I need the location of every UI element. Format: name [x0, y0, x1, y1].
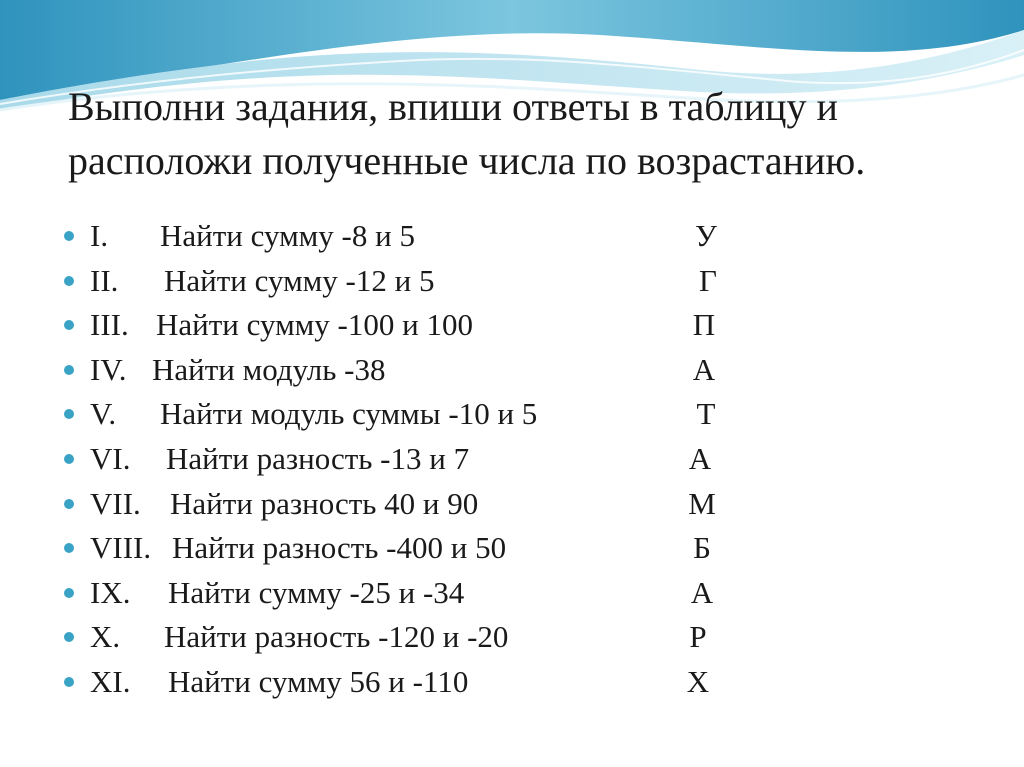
task-letter: М	[688, 485, 716, 521]
bullet-icon	[64, 276, 74, 286]
bullet-icon	[64, 677, 74, 687]
title-line-1: Выполни задания, впиши ответы в таблицу и	[68, 84, 838, 129]
title-line-2: расположи полученные числа по возрастанию.	[68, 138, 866, 183]
bullet-icon	[64, 320, 74, 330]
list-item	[60, 437, 760, 482]
task-text: Найти разность -13 и 7	[166, 440, 470, 476]
bullet-icon	[64, 499, 74, 509]
list-item	[60, 303, 760, 348]
list-item	[60, 615, 760, 660]
list-item	[60, 660, 760, 705]
task-number: I.	[90, 218, 109, 253]
task-text: Найти сумму 56 и -110	[168, 663, 469, 699]
task-text: Найти модуль -38	[152, 351, 386, 387]
task-text: Найти разность 40 и 90	[170, 485, 479, 521]
task-list	[60, 214, 760, 705]
task-text: Найти сумму -25 и -34	[168, 574, 465, 610]
task-number: V.	[90, 396, 117, 432]
bullet-icon	[64, 543, 74, 553]
task-text: Найти сумму -8 и 5	[160, 218, 415, 253]
task-letter: Х	[686, 663, 710, 699]
task-letter: Б	[693, 530, 711, 566]
task-number: X.	[90, 619, 121, 655]
task-letter: А	[688, 440, 712, 476]
bullet-icon	[64, 454, 74, 464]
bullet-icon	[64, 365, 74, 375]
list-item	[60, 526, 760, 571]
task-text: Найти разность -120 и -20	[164, 619, 509, 655]
bullet-icon	[64, 632, 74, 642]
task-letter: Т	[696, 396, 716, 432]
task-number: VI.	[90, 440, 131, 476]
task-letter: У	[695, 218, 717, 253]
task-number: VIII.	[90, 530, 152, 566]
list-item	[60, 392, 760, 437]
task-letter: Р	[689, 619, 707, 655]
list-item	[60, 259, 760, 304]
bullet-icon	[64, 231, 74, 241]
task-number: XI.	[90, 663, 131, 699]
bullet-icon	[64, 588, 74, 598]
list-item	[60, 482, 760, 527]
task-text: Найти сумму -100 и 100	[156, 307, 473, 343]
task-number: VII.	[90, 485, 141, 521]
task-letter: П	[692, 307, 716, 343]
task-letter: Г	[699, 262, 717, 298]
task-number: II.	[90, 262, 119, 298]
task-text: Найти модуль суммы -10 и 5	[160, 396, 538, 432]
bullet-icon	[64, 409, 74, 419]
list-item	[60, 214, 760, 259]
task-number: III.	[90, 307, 129, 343]
page-title	[68, 80, 988, 188]
task-letter: А	[692, 351, 716, 387]
task-number: IX.	[90, 574, 131, 610]
task-letter: А	[690, 574, 714, 610]
list-item	[60, 348, 760, 393]
task-text: Найти разность -400 и 50	[172, 530, 507, 566]
task-number: IV.	[90, 351, 127, 387]
task-text: Найти сумму -12 и 5	[164, 262, 435, 298]
list-item	[60, 571, 760, 616]
